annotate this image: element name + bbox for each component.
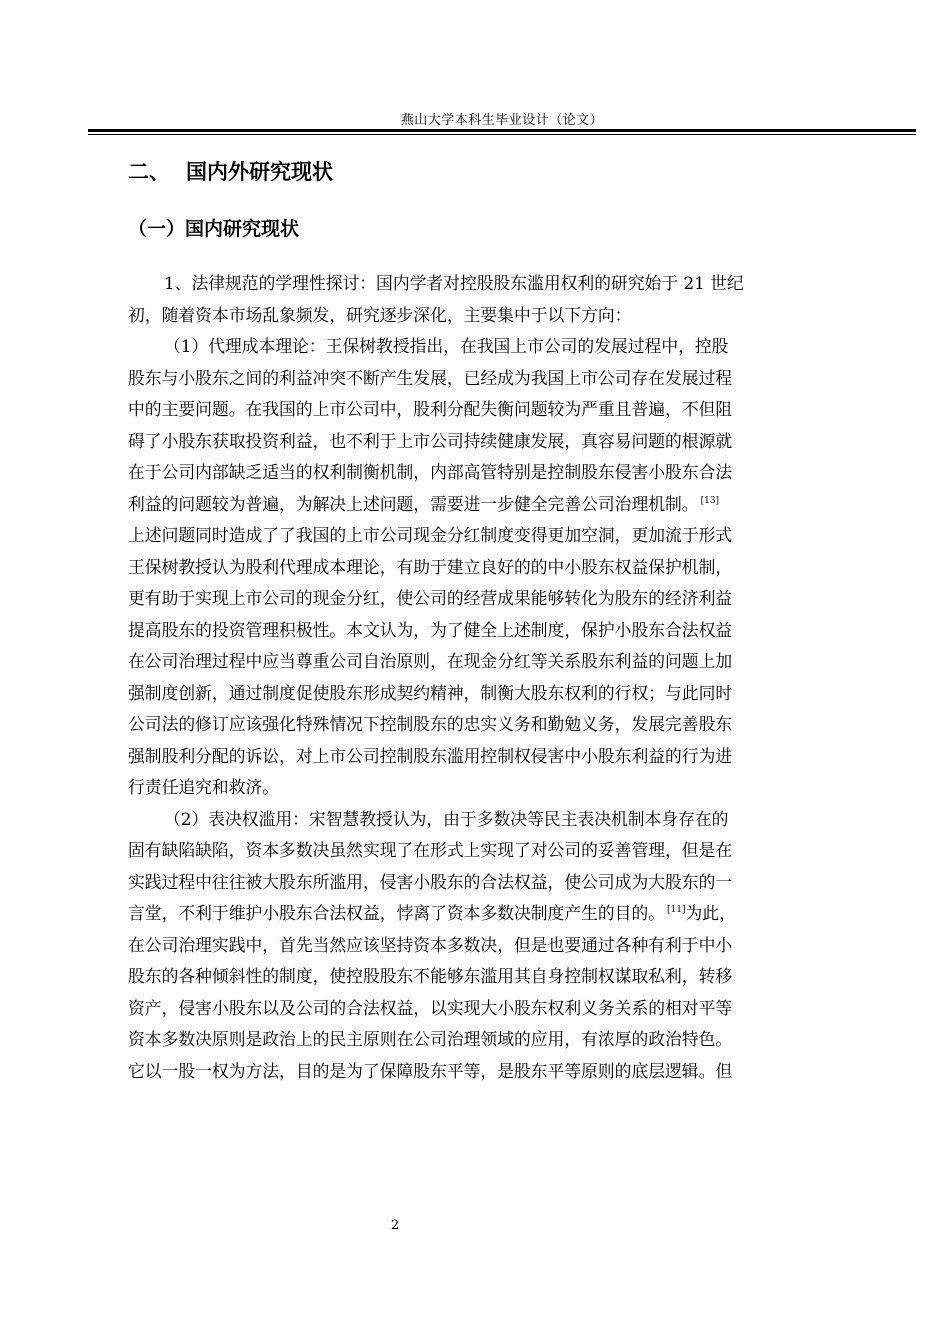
text-segment: 利益的问题较为普遍，为解决上述问题，需要进一步健全完善公司治理机制。	[128, 493, 699, 514]
text-segment: 为此，	[685, 903, 736, 923]
text-line: 行责任追究和救济。	[128, 777, 280, 797]
text-line: （2）表决权滥用：宋智慧教授认为，由于多数决等民主表决机制本身存在的	[164, 808, 729, 829]
section-title: 国内外研究现状	[186, 160, 333, 184]
text-line: （1）代理成本理论：王保树教授指出，在我国上市公司的发展过程中，控股	[164, 336, 729, 356]
text-line-with-citation	[128, 898, 828, 930]
text-line: 更有助于实现上市公司的现金分红，使公司的经营成果能够转化为股东的经济利益	[128, 588, 733, 608]
section-number: 二、	[128, 160, 170, 184]
text-segment: 言堂，不利于维护小股东合法权益，悖离了资本多数决制度产生的目的。	[128, 903, 666, 923]
text-line: 1、法律规范的学理性探讨：国内学者对控股股东滥用权利的研究始于 21 世纪	[164, 273, 744, 293]
citation-ref: [11]	[667, 905, 686, 915]
document-header: 燕山大学本科生毕业设计（论文）	[400, 113, 604, 128]
text-line: 股东与小股东之间的利益冲突不断产生发展，已经成为我国上市公司存在发展过程	[128, 367, 733, 388]
text-line: 强制股利分配的诉讼，对上市公司控制股东滥用控制权侵害中小股东利益的行为进	[128, 745, 733, 766]
page-number: 2	[390, 1218, 400, 1233]
citation-ref: [13]	[700, 495, 720, 506]
text-line: 提高股东的投资管理积极性。本文认为，为了健全上述制度，保护小股东合法权益	[128, 619, 733, 640]
text-line: 它以一股一权为方法，目的是为了保障股东平等，是股东平等原则的底层逻辑。但	[128, 1060, 733, 1081]
text-line-with-citation	[128, 489, 828, 521]
text-line: 在公司治理过程中应当尊重公司自治原则，在现金分红等关系股东利益的问题上加	[128, 651, 733, 671]
body-text	[128, 268, 828, 1087]
subsection-heading: （一）国内研究现状	[128, 218, 300, 240]
text-line: 资产，侵害小股东以及公司的合法权益，以实现大小股东权利义务关系的相对平等	[128, 997, 733, 1018]
text-line: 中的主要问题。在我国的上市公司中，股利分配失衡问题较为严重且普遍，不但阻	[128, 399, 733, 419]
text-line: 上述问题同时造成了了我国的上市公司现金分红制度变得更加空洞，更加流于形式	[128, 525, 733, 545]
text-line: 王保树教授认为股利代理成本理论，有助于建立良好的的中小股东权益保护机制，	[128, 556, 733, 577]
text-line: 在公司治理实践中，首先当然应该坚持资本多数决，但是也要通过各种有利于中小	[128, 934, 733, 955]
text-line: 在于公司内部缺乏适当的权利制衡机制，内部高管特别是控制股东侵害小股东合法	[128, 462, 733, 482]
text-line: 碍了小股东获取投资利益，也不利于上市公司持续健康发展，真容易问题的根源就	[128, 430, 733, 451]
header-rule-thick	[88, 129, 916, 132]
text-line: 资本多数决原则是政治上的民主原则在公司治理领域的应用，有浓厚的政治特色。	[128, 1029, 733, 1049]
section-heading	[128, 158, 333, 186]
text-line: 股东的各种倾斜性的制度，使控股股东不能够东滥用其自身控制权谋取私利，转移	[128, 966, 733, 986]
text-line: 初，随着资本市场乱象频发，研究逐步深化，主要集中于以下方向：	[128, 304, 632, 325]
text-line: 强制度创新，通过制度促使股东形成契约精神，制衡大股东权利的行权；与此同时	[128, 682, 733, 703]
header-rule-thin	[88, 134, 916, 135]
text-line: 实践过程中往往被大股东所滥用，侵害小股东的合法权益，使公司成为大股东的一	[128, 871, 733, 892]
text-line: 公司法的修订应该强化特殊情况下控制股东的忠实义务和勤勉义务，发展完善股东	[128, 714, 733, 734]
text-line: 固有缺陷缺陷，资本多数决虽然实现了在形式上实现了对公司的妥善管理，但是在	[128, 840, 733, 860]
